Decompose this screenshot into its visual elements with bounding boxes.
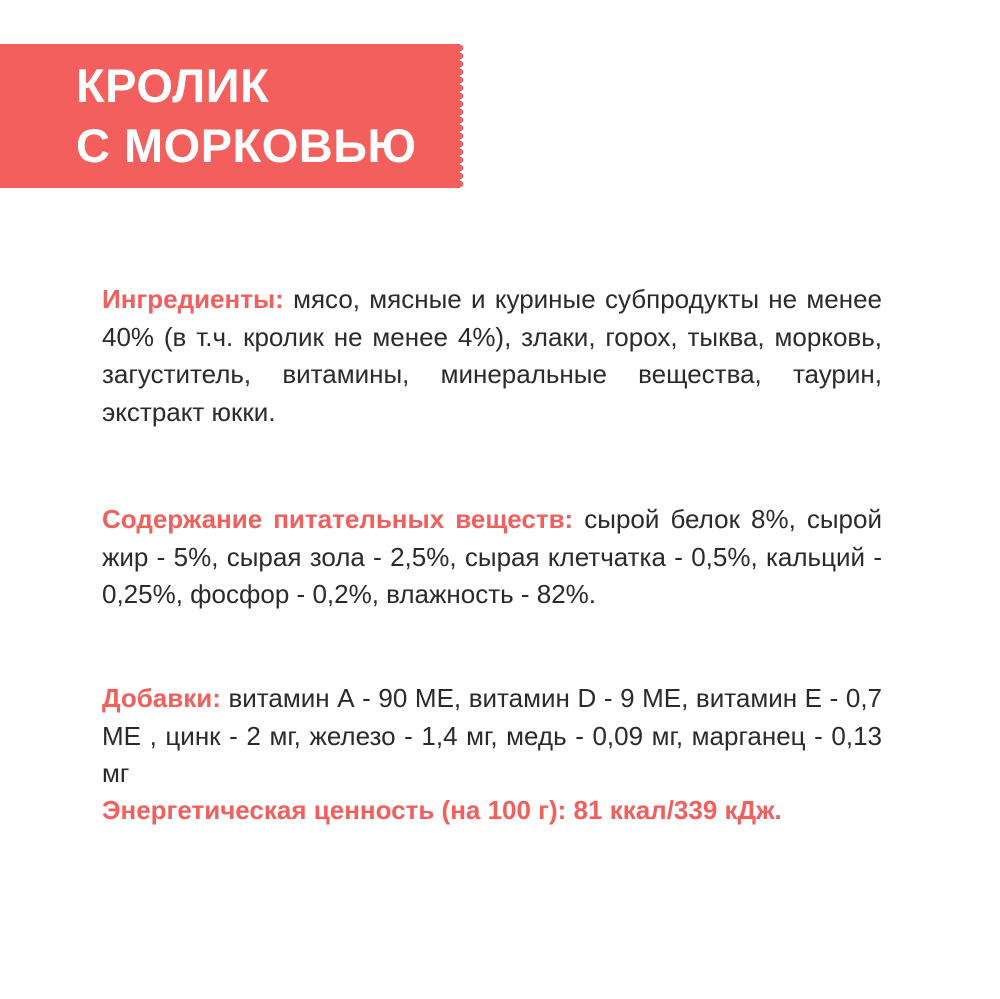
- ingredients-text: мясо, мясные и куриные субпродукты не менее 40% (в т.ч. кролик не менее 4%), злаки, горох, тыква, морковь, загуститель, витамины, минеральные вещества, таурин, экстракт юкки.: [102, 284, 882, 427]
- ingredients-label: Ингредиенты:: [102, 284, 284, 314]
- nutrients-section: [102, 501, 882, 614]
- product-title-line-1: КРОЛИК: [76, 59, 270, 112]
- product-title-line-2: С МОРКОВЬЮ: [76, 119, 417, 172]
- ingredients-section: [102, 281, 882, 431]
- nutrients-text: сырой белок 8%, сырой жир - 5%, сырая зола - 2,5%, сырая клетчатка - 0,5%, кальций - 0,25%, фосфор - 0,2%, влажность - 82%.: [102, 504, 882, 609]
- energy-value: Энергетическая ценность (на 100 г): 81 ккал/339 кДж.: [102, 795, 782, 825]
- additives-section: [102, 680, 882, 793]
- additives-label: Добавки:: [102, 683, 221, 713]
- nutrients-label: Содержание питательных веществ:: [102, 504, 574, 534]
- additives-text: витамин А - 90 МЕ, витамин D - 9 МЕ, витамин Е - 0,7 МЕ , цинк - 2 мг, железо - 1,4 мг, медь - 0,09 мг, марганец - 0,13 мг: [102, 683, 882, 788]
